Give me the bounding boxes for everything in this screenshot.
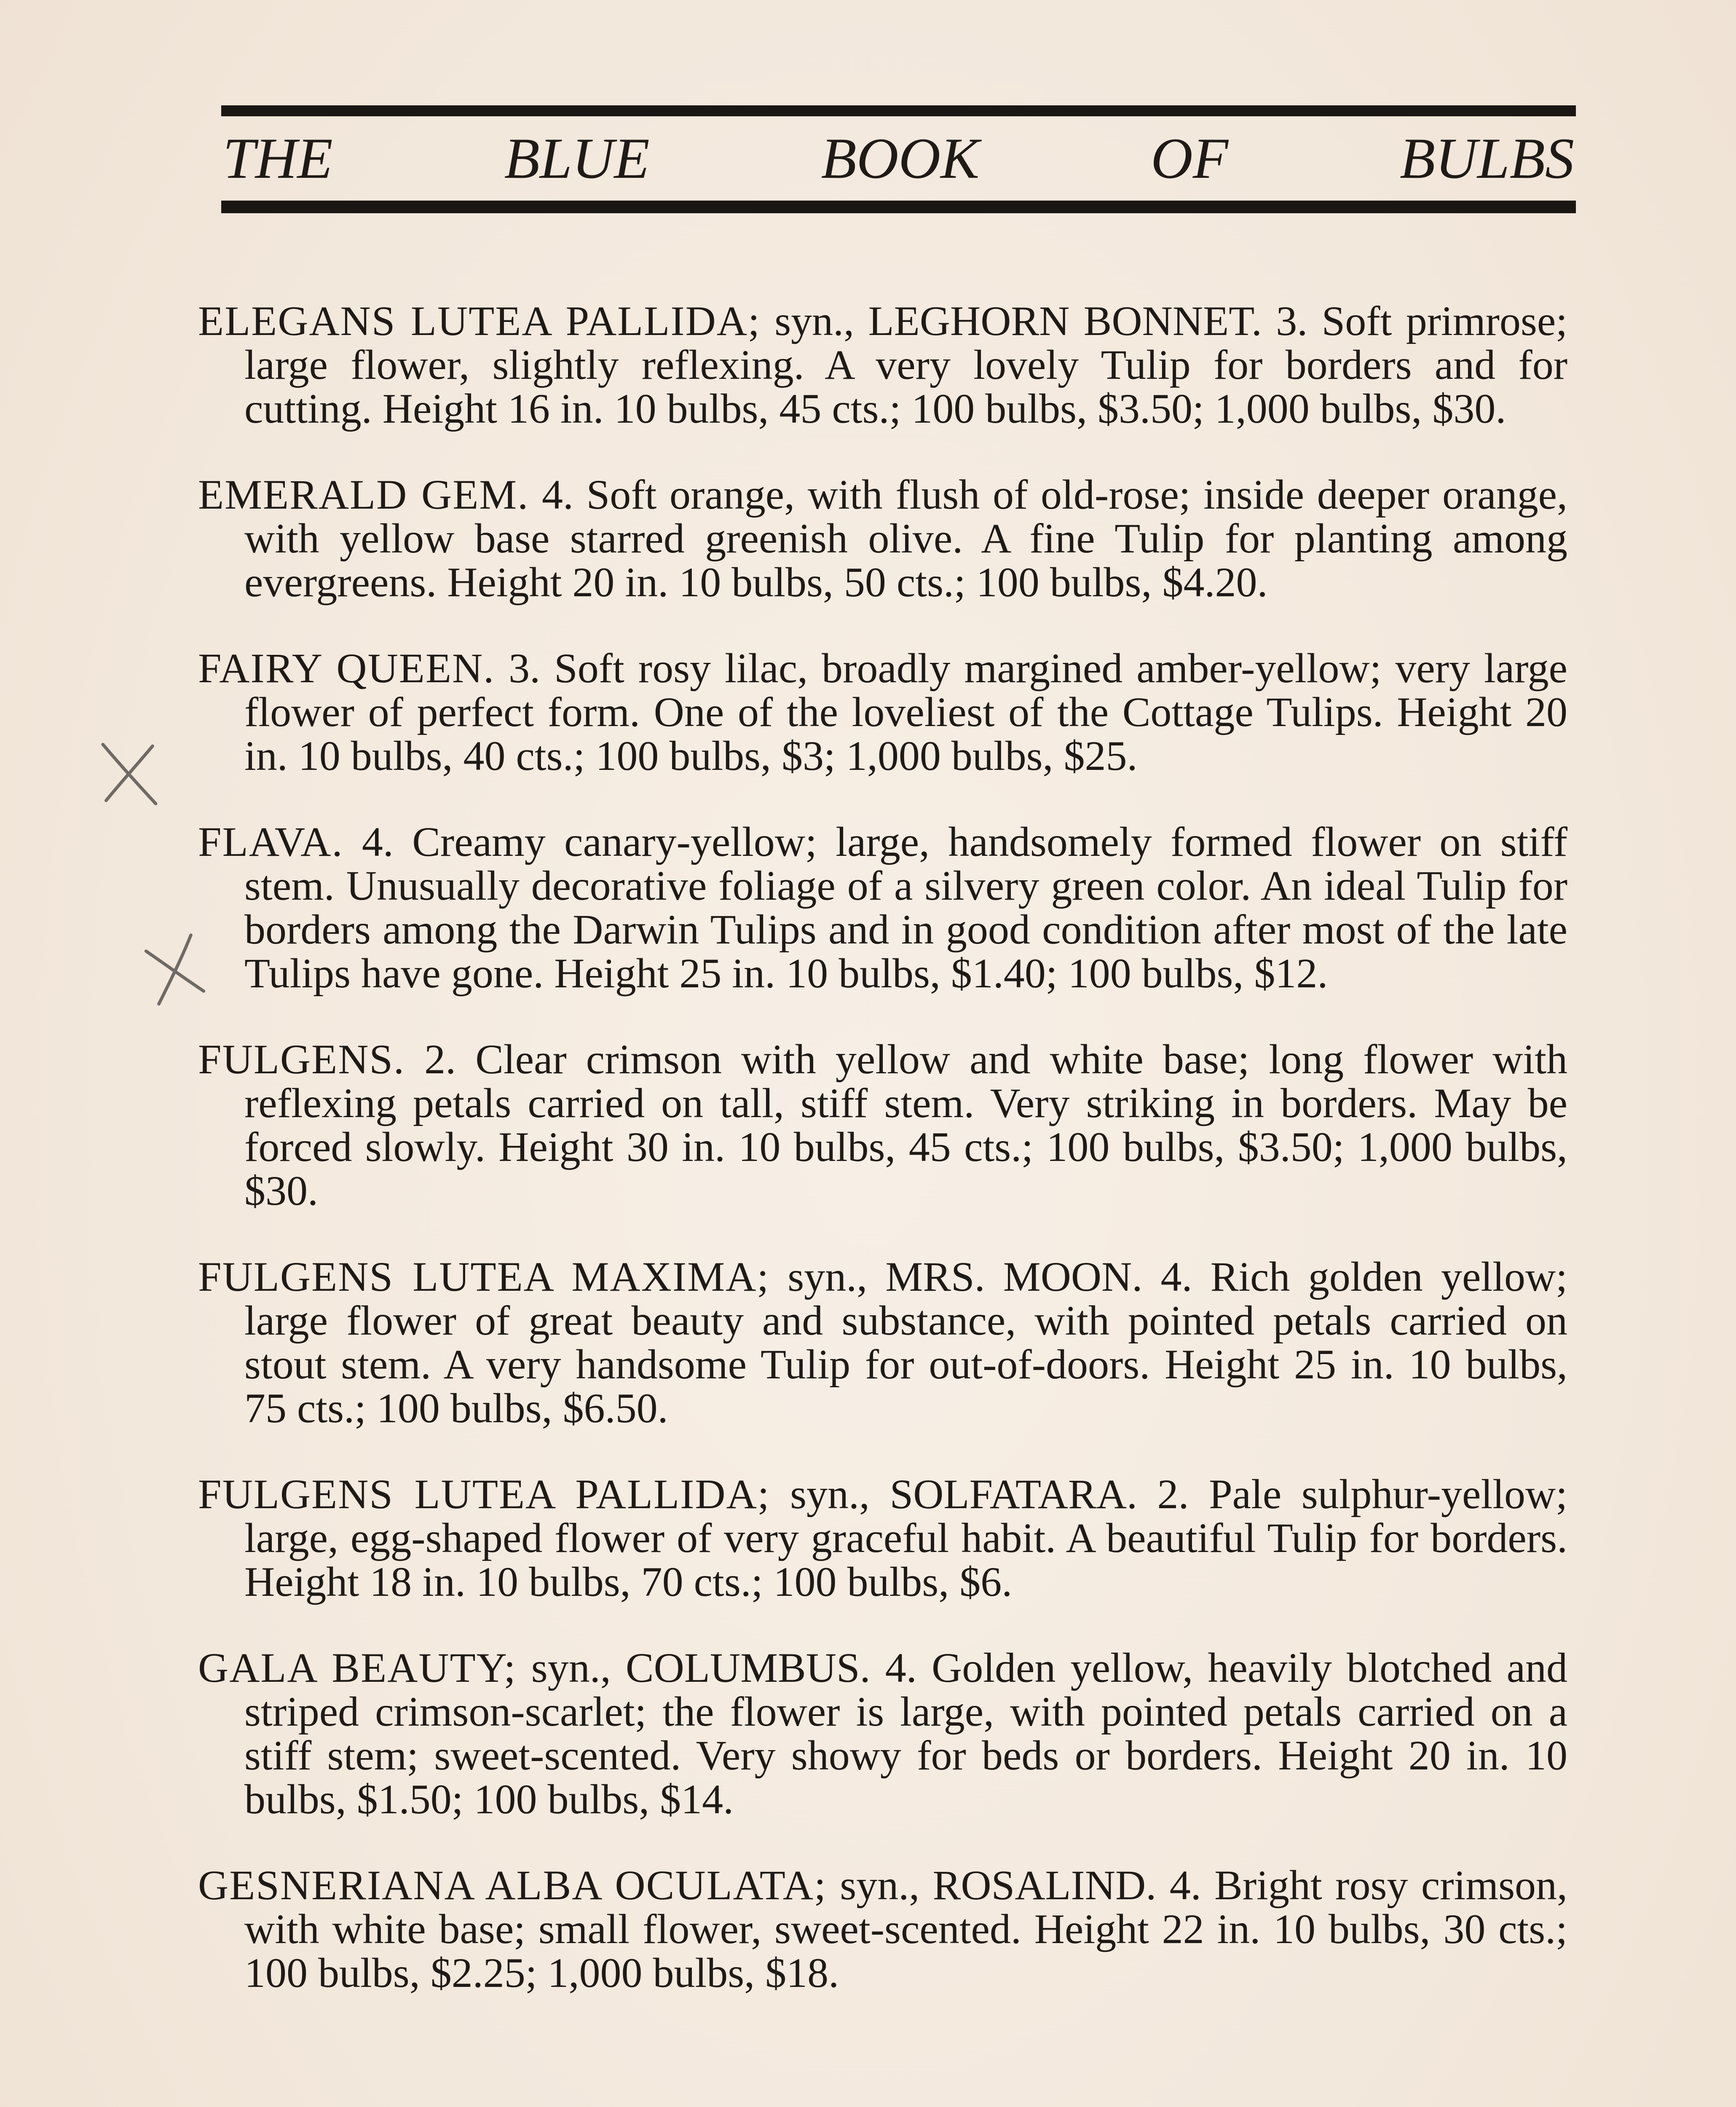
entry-name: EMERALD GEM. bbox=[198, 471, 529, 518]
entry-name: GESNERIANA ALBA OCULATA; bbox=[198, 1862, 827, 1909]
header-bottom-rule bbox=[221, 201, 1576, 213]
catalog-entry bbox=[198, 820, 1567, 995]
entry-description: syn., COLUMBUS. 4. Golden yellow, heavily blotched and striped crimson-scarlet; the flower is large, with pointed petals carried on a stiff stem; sweet-scented. Very showy for beds or borders. Height 20 in. 10 bulbs, $1.50; 100 bulbs, $14. bbox=[244, 1644, 1567, 1823]
entry-description: 4. Soft orange, with flush of old-rose; inside deeper orange, with yellow base starred greenish olive. A fine Tulip for planting among evergreens. Height 20 in. 10 bulbs, 50 cts.; 100 bulbs, $4.20. bbox=[244, 471, 1568, 606]
running-title-word: BOOK bbox=[821, 126, 980, 190]
entry-name: FULGENS LUTEA PALLIDA; bbox=[198, 1471, 770, 1517]
catalog-entry bbox=[198, 473, 1567, 604]
catalog-entry bbox=[198, 1646, 1567, 1821]
entry-name: FULGENS. bbox=[198, 1036, 405, 1083]
running-title-word: OF bbox=[1151, 126, 1229, 190]
entry-description: syn., LEGHORN BONNET. 3. Soft primrose; large flower, slightly reflexing. A very lovely Tulip for borders and for cutting. Height 16 in. 10 bulbs, 45 cts.; 100 bulbs, $3.50; 1,000 bulbs, $30. bbox=[244, 298, 1568, 432]
entry-name: FLAVA. bbox=[198, 818, 343, 865]
running-title-word: BULBS bbox=[1399, 126, 1574, 190]
entry-name: FULGENS LUTEA MAXIMA; bbox=[198, 1253, 770, 1300]
page-header bbox=[221, 105, 1576, 213]
catalog-entry bbox=[198, 1863, 1567, 1995]
header-top-rule bbox=[221, 105, 1576, 116]
entry-name: GALA BEAUTY; bbox=[198, 1644, 517, 1691]
entry-description: syn., ROSALIND. 4. Bright rosy crimson, with white base; small flower, sweet-scented. Height 22 in. 10 bulbs, 30 cts.; 100 bulbs, $2.25; 1,000 bulbs, $18. bbox=[244, 1862, 1567, 1996]
catalog-entry bbox=[198, 1255, 1567, 1430]
catalog-entry bbox=[198, 646, 1567, 778]
running-title bbox=[221, 116, 1576, 201]
entry-name: FAIRY QUEEN. bbox=[198, 645, 495, 692]
entry-description: 3. Soft rosy lilac, broadly margined amber-yellow; very large flower of perfect form. One of the loveliest of the Cottage Tulips. Height 20 in. 10 bulbs, 40 cts.; 100 bulbs, $3; 1,000 bulbs, $25. bbox=[244, 645, 1568, 779]
entry-description: syn., MRS. MOON. 4. Rich golden yellow; large flower of great beauty and substance, with pointed petals carried on stout stem. A very handsome Tulip for out-of-doors. Height 25 in. 10 bulbs, 75 cts.; 100 bulbs, $6.50. bbox=[244, 1253, 1567, 1431]
entry-description: 2. Clear crimson with yellow and white base; long flower with reflexing petals carried on tall, stiff stem. Very striking in borders. May be forced slowly. Height 30 in. 10 bulbs, 45 cts.; 100 bulbs, $3.50; 1,000 bulbs, $30. bbox=[244, 1036, 1567, 1214]
entry-description: syn., SOLFATARA. 2. Pale sulphur-yellow; large, egg-shaped flower of very graceful habit. A beautiful Tulip for borders. Height 18 in. 10 bulbs, 70 cts.; 100 bulbs, $6. bbox=[244, 1471, 1568, 1605]
catalog-entries bbox=[198, 257, 1567, 2029]
entry-name: ELEGANS LUTEA PALLIDA; bbox=[198, 298, 761, 344]
pencil-x-mark-icon bbox=[88, 733, 169, 813]
running-title-word: BLUE bbox=[504, 126, 650, 190]
entry-description: 4. Creamy canary-yellow; large, handsomely formed flower on stiff stem. Unusually decorative foliage of a silvery green color. An ideal Tulip for borders among the Darwin Tulips and in good condition after most of the late Tulips have gone. Height 25 in. 10 bulbs, $1.40; 100 bulbs, $12. bbox=[244, 818, 1568, 997]
catalog-entry bbox=[198, 1472, 1567, 1604]
catalog-entry bbox=[198, 299, 1567, 431]
catalog-entry bbox=[198, 1037, 1567, 1213]
running-title-word: THE bbox=[223, 126, 333, 190]
